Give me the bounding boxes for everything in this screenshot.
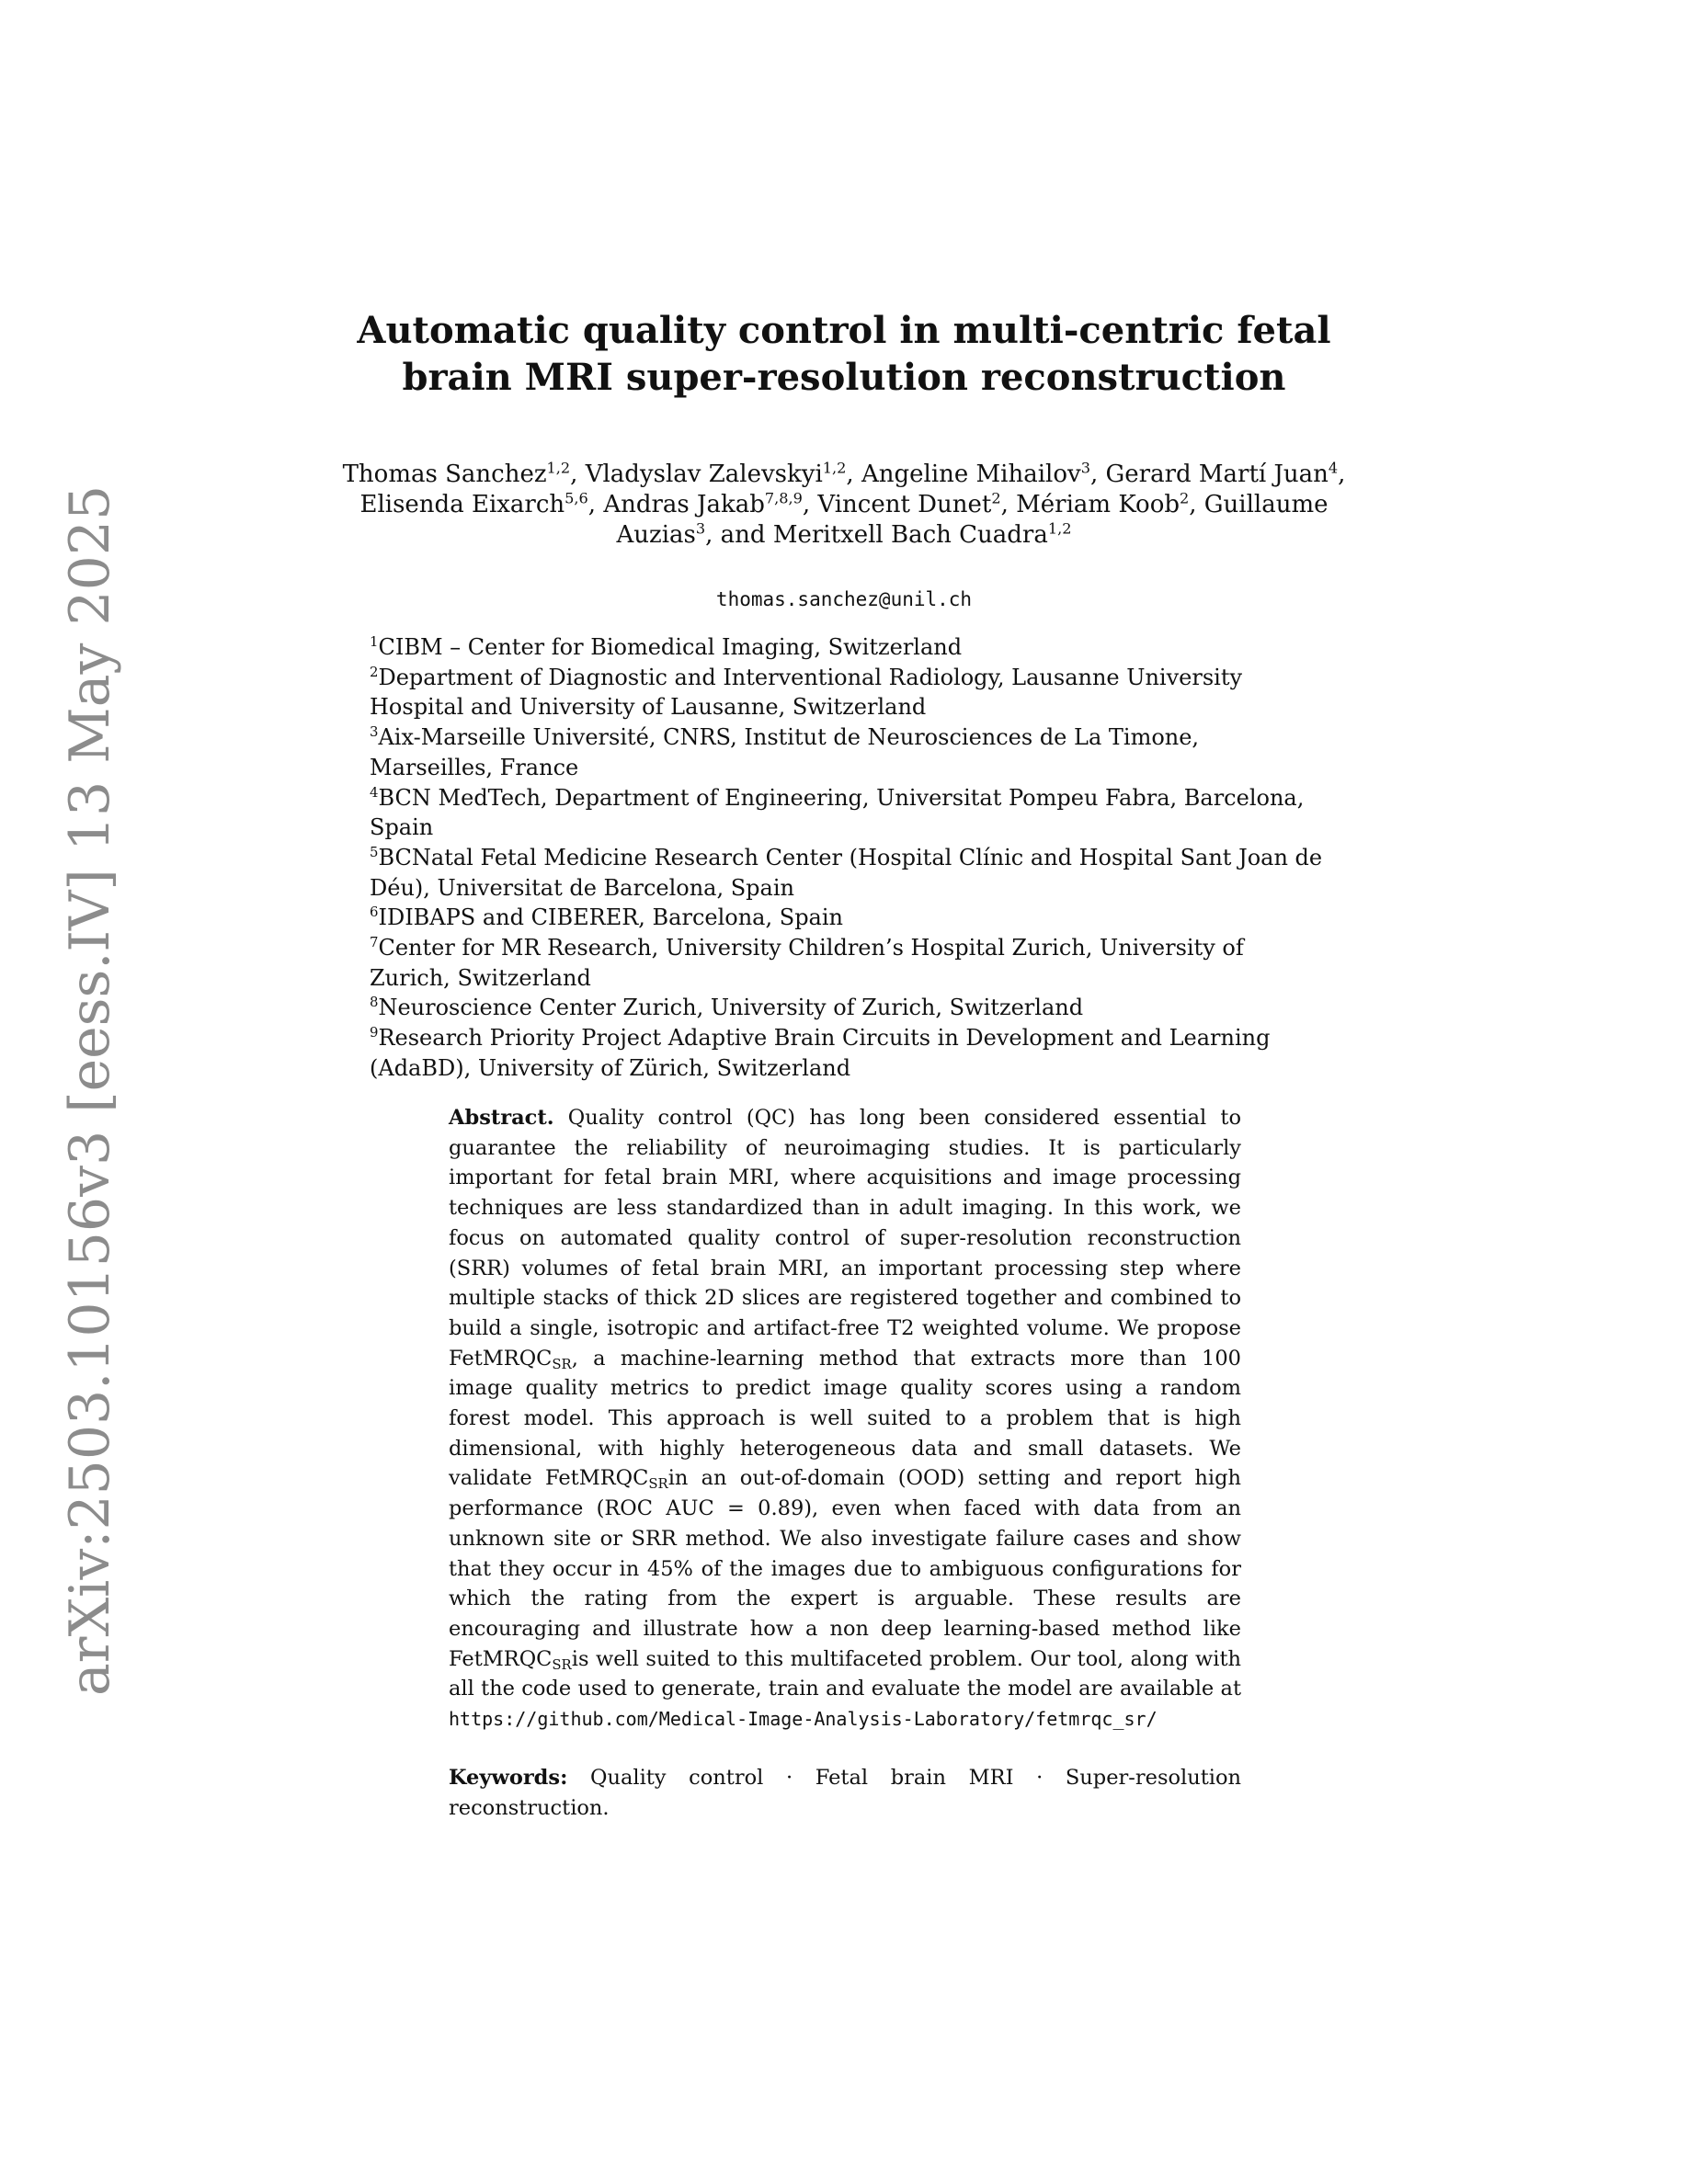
author-name: Elisenda Eixarch [359, 491, 565, 518]
affiliation-item [370, 843, 1326, 903]
affiliation-text: Center for MR Research, University Children’s Hospital Zurich, University of Zurich, Switzerland [370, 935, 1244, 991]
author-affiliation-marker: 4 [1328, 459, 1339, 477]
author-affiliation-marker: 1,2 [822, 459, 847, 477]
affiliation-number: 8 [370, 994, 379, 1011]
author-separator: , [802, 491, 818, 518]
author-name: Vladyslav Zalevskyi [585, 461, 823, 488]
author-name: Andras Jakab [603, 491, 765, 518]
author-affiliation-marker: 1,2 [1047, 519, 1072, 538]
title-line-2: brain MRI super-resolution reconstruction [402, 356, 1286, 399]
keywords [449, 1763, 1241, 1823]
affiliation-item [370, 993, 1326, 1023]
author-name: Meritxell Bach Cuadra [772, 521, 1048, 549]
author-affiliation-marker: 2 [991, 489, 1001, 507]
abstract [449, 1103, 1241, 1735]
author-name: Vincent Dunet [817, 491, 992, 518]
arxiv-identifier-stamp: arXiv:2503.10156v3 [eess.IV] 13 May 2025 [58, 484, 122, 1696]
affiliation-text: Research Priority Project Adaptive Brain Circuits in Development and Learning (AdaBD), University of Zürich, Switzerland [370, 1025, 1271, 1081]
keywords-text: Quality control · Fetal brain MRI · Super-resolution reconstruction. [449, 1766, 1241, 1820]
affiliation-text: Department of Diagnostic and Interventional Radiology, Lausanne University Hospital and University of Lausanne, Switzerland [370, 664, 1243, 721]
author-affiliation-marker: 7,8,9 [764, 489, 803, 507]
affiliation-text: CIBM – Center for Biomedical Imaging, Switzerland [378, 634, 963, 660]
method-name: FetMRQC$_{SR}$ [449, 1646, 572, 1673]
author-separator: , and [705, 521, 773, 549]
abstract-text-3: in an out-of-domain (OOD) setting and report high performance (ROC AUC = 0.89), even when faced with data from an unknown site or SRR method. We also investigate failure cases and show that they occur in 45% of the images due to ambiguous configurations for which the rating from the expert is arguable. These results are encouraging and illustrate how a non deep learning-based method like [449, 1466, 1241, 1641]
method-name: FetMRQC$_{SR}$ [544, 1466, 668, 1493]
code-repository-link[interactable]: https://github.com/Medical-Image-Analysis-Laboratory/fetmrqc_sr/ [449, 1708, 1158, 1731]
author-separator: , [846, 461, 861, 488]
affiliation-text: Aix-Marseille Université, CNRS, Institut de Neurosciences de La Timone, Marseilles, France [370, 724, 1200, 780]
author-separator: , [1089, 461, 1106, 488]
paper-title [276, 307, 1412, 401]
author-separator: , [1338, 461, 1346, 488]
keywords-label: Keywords: [449, 1766, 568, 1790]
affiliation-item [370, 1023, 1326, 1083]
affiliation-item [370, 722, 1326, 782]
author-name: Mériam Koob [1016, 491, 1180, 518]
affiliation-text: BCNatal Fetal Medicine Research Center (Hospital Clínic and Hospital Sant Joan de Déu), Universitat de Barcelona, Spain [370, 844, 1323, 901]
author-affiliation-marker: 3 [1080, 459, 1090, 477]
method-name: FetMRQC$_{SR}$ [449, 1346, 572, 1372]
affiliation-item [370, 933, 1326, 993]
author-affiliation-marker: 1,2 [546, 459, 571, 477]
affiliation-number: 1 [370, 633, 379, 650]
author-name: Thomas Sanchez [342, 461, 547, 488]
abstract-text-2: , a machine-learning method that extracts more than 100 image quality metrics to predict image quality scores using a random forest model. This approach is well suited to a problem that is high dimensional, with highly heterogeneous data and small datasets. We validate [449, 1346, 1241, 1491]
affiliation-text: BCN MedTech, Department of Engineering, Universitat Pompeu Fabra, Barcelona, Spain [370, 784, 1305, 841]
abstract-text-4: is well suited to this multifaceted problem. Our tool, along with all the code used to generate, train and evaluate the model are available at [449, 1646, 1241, 1701]
abstract-label: Abstract. [449, 1106, 554, 1130]
abstract-text-1: Quality control (QC) has long been considered essential to guarantee the reliability of neuroimaging studies. It is particularly important for fetal brain MRI, where acquisitions and image processing techniques are less standardized than in adult imaging. In this work, we focus on automated quality control of super-resolution reconstruction (SRR) volumes of fetal brain MRI, an important processing step where multiple stacks of thick 2D slices are registered together and combined to build a single, isotropic and artifact-free T2 weighted volume. We propose [449, 1106, 1241, 1340]
affiliation-number: 6 [370, 904, 379, 921]
affiliation-item [370, 783, 1326, 843]
affiliation-item [370, 632, 1326, 663]
affiliation-number: 9 [370, 1024, 379, 1041]
author-affiliation-marker: 2 [1180, 489, 1190, 507]
affiliation-item [370, 663, 1326, 722]
author-separator: , [587, 491, 604, 518]
affiliation-list [370, 632, 1326, 1084]
affiliation-text: IDIBAPS and CIBERER, Barcelona, Spain [378, 904, 843, 931]
author-name: Guillaume Auzias [616, 491, 1329, 549]
author-name: Angeline Mihailov [861, 461, 1081, 488]
author-separator: , [1189, 491, 1204, 518]
affiliation-text: Neuroscience Center Zurich, University of Zurich, Switzerland [378, 995, 1084, 1021]
affiliation-item [370, 903, 1326, 933]
affiliation-number: 4 [370, 783, 379, 801]
corresponding-email[interactable]: thomas.sanchez@unil.ch [715, 588, 973, 610]
author-separator: , [1000, 491, 1017, 518]
author-name: Gerard Martí Juan [1105, 461, 1329, 488]
author-separator: , [570, 461, 586, 488]
title-line-1: Automatic quality control in multi-centric fetal [357, 309, 1331, 352]
affiliation-number: 7 [370, 934, 379, 951]
author-affiliation-marker: 5,6 [565, 489, 588, 507]
affiliation-number: 5 [370, 843, 379, 860]
affiliation-number: 2 [370, 663, 379, 680]
affiliation-number: 3 [370, 723, 379, 741]
author-affiliation-marker: 3 [695, 519, 706, 538]
author-list [331, 460, 1357, 551]
